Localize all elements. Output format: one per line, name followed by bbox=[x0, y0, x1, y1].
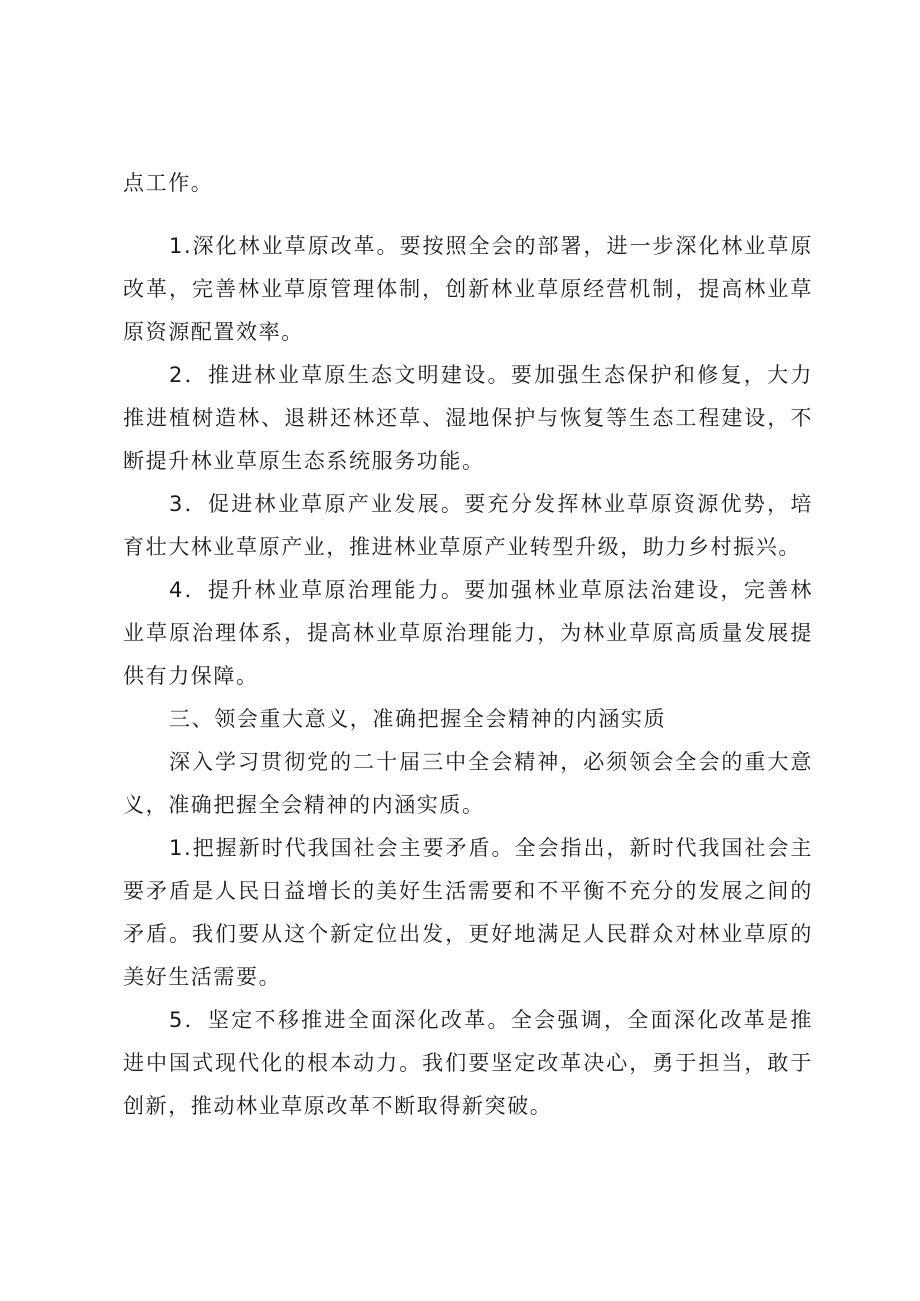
paragraph-item-3-industry: 3．促进林业草原产业发展。要充分发挥林业草原资源优势，培育壮大林业草原产业，推进林业草原产业转型升级，助力乡村振兴。 bbox=[123, 492, 813, 559]
paragraph-continuation: 点工作。 bbox=[123, 171, 214, 195]
paragraph-item-2-ecology: 2．推进林业草原生态文明建设。要加强生态保护和修复，大力推进植树造林、退耕还林还草、湿地保护与恢复等生态工程建设，不断提升林业草原生态系统服务功能。 bbox=[123, 363, 813, 473]
section-heading-three: 三、领会重大意义，准确把握全会精神的内涵实质 bbox=[169, 707, 667, 731]
paragraph-item-1-contradiction: 1.把握新时代我国社会主要矛盾。全会指出，新时代我国社会主要矛盾是人民日益增长的美好生活需要和不平衡不充分的发展之间的矛盾。我们要从这个新定位出发，更好地满足人民群众对林业草原的美好生活需要。 bbox=[123, 836, 813, 989]
paragraph-item-5-deepening-reform: 5．坚定不移推进全面深化改革。全会强调，全面深化改革是推进中国式现代化的根本动力。我们要坚定改革决心，勇于担当，敢于创新，推动林业草原改革不断取得新突破。 bbox=[123, 1008, 813, 1118]
paragraph-item-1-reform: 1.深化林业草原改革。要按照全会的部署，进一步深化林业草原改革，完善林业草原管理体制，创新林业草原经营机制，提高林业草原资源配置效率。 bbox=[123, 234, 813, 344]
paragraph-section-intro: 深入学习贯彻党的二十届三中全会精神，必须领会全会的重大意义，准确把握全会精神的内涵实质。 bbox=[123, 750, 813, 817]
document-body bbox=[123, 162, 813, 1128]
paragraph-item-4-governance: 4．提升林业草原治理能力。要加强林业草原法治建设，完善林业草原治理体系，提高林业草原治理能力，为林业草原高质量发展提供有力保障。 bbox=[123, 578, 813, 688]
paragraph-gap bbox=[123, 205, 813, 225]
